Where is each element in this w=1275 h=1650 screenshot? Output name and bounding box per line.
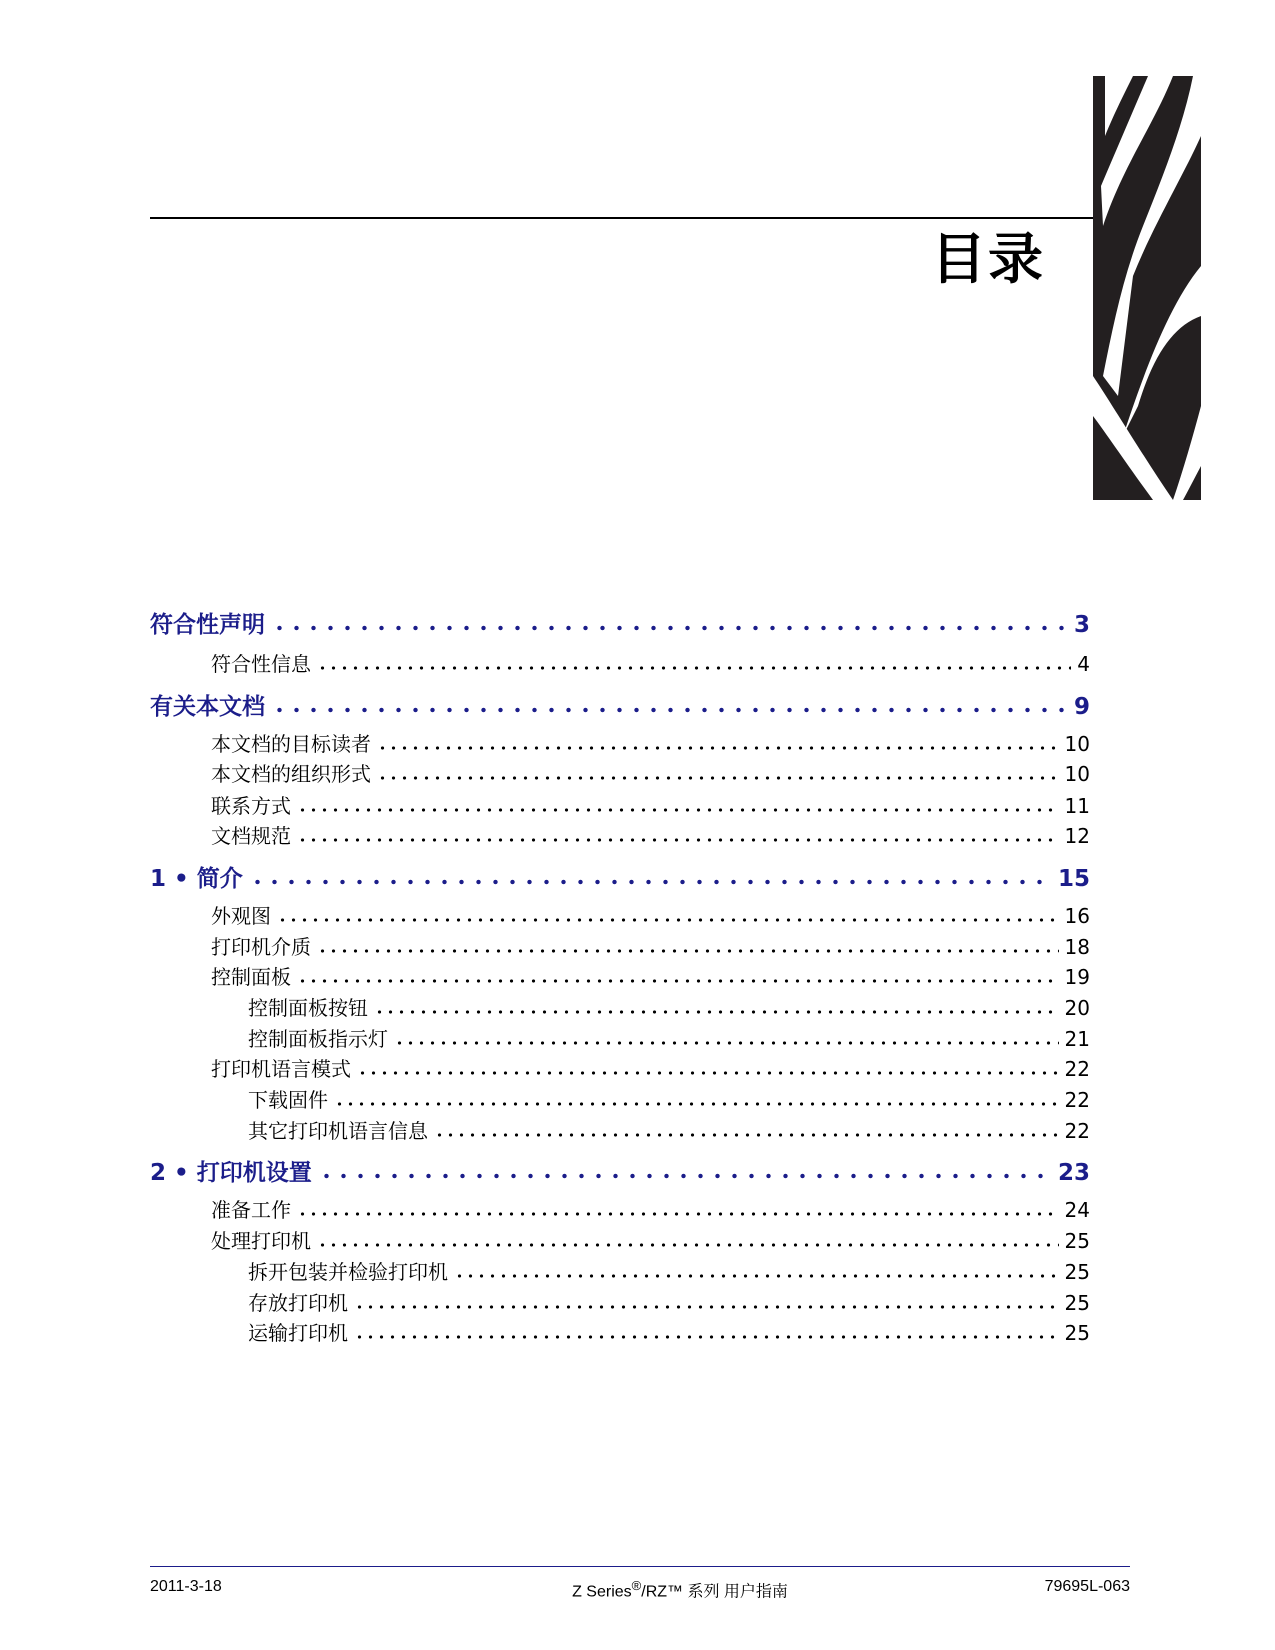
footer-date: 2011-3-18	[150, 1578, 222, 1595]
toc-entry-page: 11	[1064, 794, 1090, 818]
toc-entry-page: 24	[1064, 1198, 1090, 1222]
toc-section-entry[interactable]	[150, 1115, 1090, 1144]
toc-section-entry[interactable]	[150, 1084, 1090, 1113]
table-of-contents	[150, 0, 1090, 1500]
toc-entry-page: 18	[1064, 935, 1090, 959]
toc-entry-title: 外观图	[211, 904, 271, 928]
toc-section-entry[interactable]	[150, 1053, 1090, 1082]
toc-section-entry[interactable]	[150, 1225, 1090, 1254]
toc-entry-title: 控制面板按钮	[248, 996, 368, 1020]
toc-entry-title: 控制面板	[211, 965, 291, 989]
toc-entry-page: 12	[1064, 824, 1090, 848]
toc-entry-page: 23	[1057, 1160, 1090, 1186]
toc-entry-page: 25	[1064, 1291, 1090, 1315]
toc-section-entry[interactable]	[150, 992, 1090, 1021]
toc-dot-leader	[297, 799, 1059, 813]
toc-entry-page: 3	[1073, 612, 1090, 638]
toc-section-entry[interactable]	[150, 820, 1090, 849]
toc-dot-leader	[271, 616, 1068, 632]
toc-dot-leader	[297, 829, 1059, 843]
toc-entry-title: 控制面板指示灯	[248, 1027, 388, 1051]
toc-entry-title: 联系方式	[211, 794, 291, 818]
toc-section-entry[interactable]	[150, 1256, 1090, 1285]
toc-chapter-entry[interactable]	[150, 688, 1090, 721]
toc-entry-title: 本文档的组织形式	[211, 762, 371, 786]
toc-dot-leader	[354, 1326, 1059, 1340]
toc-dot-leader	[317, 1234, 1059, 1248]
zebra-stripe-icon	[1093, 76, 1201, 500]
toc-entry-page: 20	[1064, 996, 1090, 1020]
toc-entry-page: 22	[1064, 1057, 1090, 1081]
toc-dot-leader	[454, 1265, 1059, 1279]
footer-registered-mark: ®	[631, 1578, 642, 1593]
toc-entry-title: 本文档的目标读者	[211, 732, 371, 756]
toc-entry-page: 21	[1064, 1027, 1090, 1051]
toc-section-entry[interactable]	[150, 1317, 1090, 1346]
toc-chapter-entry[interactable]	[150, 606, 1090, 639]
toc-dot-leader	[277, 909, 1059, 923]
footer-rule	[150, 1566, 1130, 1567]
toc-dot-leader	[377, 737, 1059, 751]
toc-entry-page: 25	[1064, 1260, 1090, 1284]
page-title: 目录	[930, 227, 1045, 291]
toc-entry-title: 2 • 打印机设置	[150, 1160, 312, 1186]
toc-dot-leader	[334, 1093, 1059, 1107]
toc-section-entry[interactable]	[150, 1023, 1090, 1052]
toc-dot-leader	[297, 970, 1059, 984]
toc-entry-title: 准备工作	[211, 1198, 291, 1222]
toc-entry-title: 符合性声明	[150, 612, 265, 638]
toc-entry-title: 存放打印机	[248, 1291, 348, 1315]
toc-entry-title: 文档规范	[211, 824, 291, 848]
footer-product-prefix: Z Series	[572, 1583, 632, 1601]
toc-dot-leader	[249, 870, 1052, 886]
toc-dot-leader	[318, 1164, 1052, 1180]
toc-dot-leader	[317, 657, 1071, 671]
toc-entry-page: 9	[1073, 694, 1090, 720]
toc-dot-leader	[374, 1001, 1059, 1015]
toc-entry-title: 打印机语言模式	[211, 1057, 351, 1081]
toc-entry-page: 22	[1064, 1119, 1090, 1143]
toc-entry-title: 下载固件	[248, 1088, 328, 1112]
toc-dot-leader	[354, 1296, 1059, 1310]
toc-entry-page: 25	[1064, 1229, 1090, 1253]
toc-entry-page: 19	[1064, 965, 1090, 989]
toc-dot-leader	[271, 698, 1068, 714]
toc-chapter-entry[interactable]	[150, 1154, 1090, 1187]
footer-product-suffix: /RZ™ 系列 用户指南	[641, 1583, 788, 1601]
toc-section-entry[interactable]	[150, 1194, 1090, 1223]
toc-dot-leader	[297, 1203, 1059, 1217]
toc-entry-title: 符合性信息	[211, 652, 311, 676]
toc-entry-title: 处理打印机	[211, 1229, 311, 1253]
toc-entry-title: 1 • 简介	[150, 866, 243, 892]
toc-entry-page: 10	[1064, 762, 1090, 786]
toc-section-entry[interactable]	[150, 961, 1090, 990]
footer-product	[420, 1578, 940, 1601]
toc-entry-page: 22	[1064, 1088, 1090, 1112]
toc-dot-leader	[434, 1124, 1059, 1138]
toc-entry-title: 运输打印机	[248, 1321, 348, 1345]
toc-section-entry[interactable]	[150, 728, 1090, 757]
toc-entry-page: 16	[1064, 904, 1090, 928]
toc-entry-title: 有关本文档	[150, 694, 265, 720]
toc-section-entry[interactable]	[150, 790, 1090, 819]
toc-dot-leader	[394, 1032, 1059, 1046]
toc-dot-leader	[317, 940, 1059, 954]
toc-entry-title: 拆开包装并检验打印机	[248, 1260, 448, 1284]
toc-entry-page: 25	[1064, 1321, 1090, 1345]
toc-section-entry[interactable]	[150, 758, 1090, 787]
toc-entry-page: 4	[1077, 652, 1090, 676]
toc-entry-title: 打印机介质	[211, 935, 311, 959]
toc-entry-page: 15	[1057, 866, 1090, 892]
toc-section-entry[interactable]	[150, 900, 1090, 929]
toc-dot-leader	[357, 1062, 1059, 1076]
toc-dot-leader	[377, 767, 1059, 781]
footer-doc-number: 79695L-063	[1044, 1578, 1130, 1595]
toc-section-entry[interactable]	[150, 931, 1090, 960]
toc-entry-title: 其它打印机语言信息	[248, 1119, 428, 1143]
toc-entry-page: 10	[1064, 732, 1090, 756]
toc-section-entry[interactable]	[150, 1287, 1090, 1316]
toc-chapter-entry[interactable]	[150, 860, 1090, 893]
toc-section-entry[interactable]	[150, 648, 1090, 677]
